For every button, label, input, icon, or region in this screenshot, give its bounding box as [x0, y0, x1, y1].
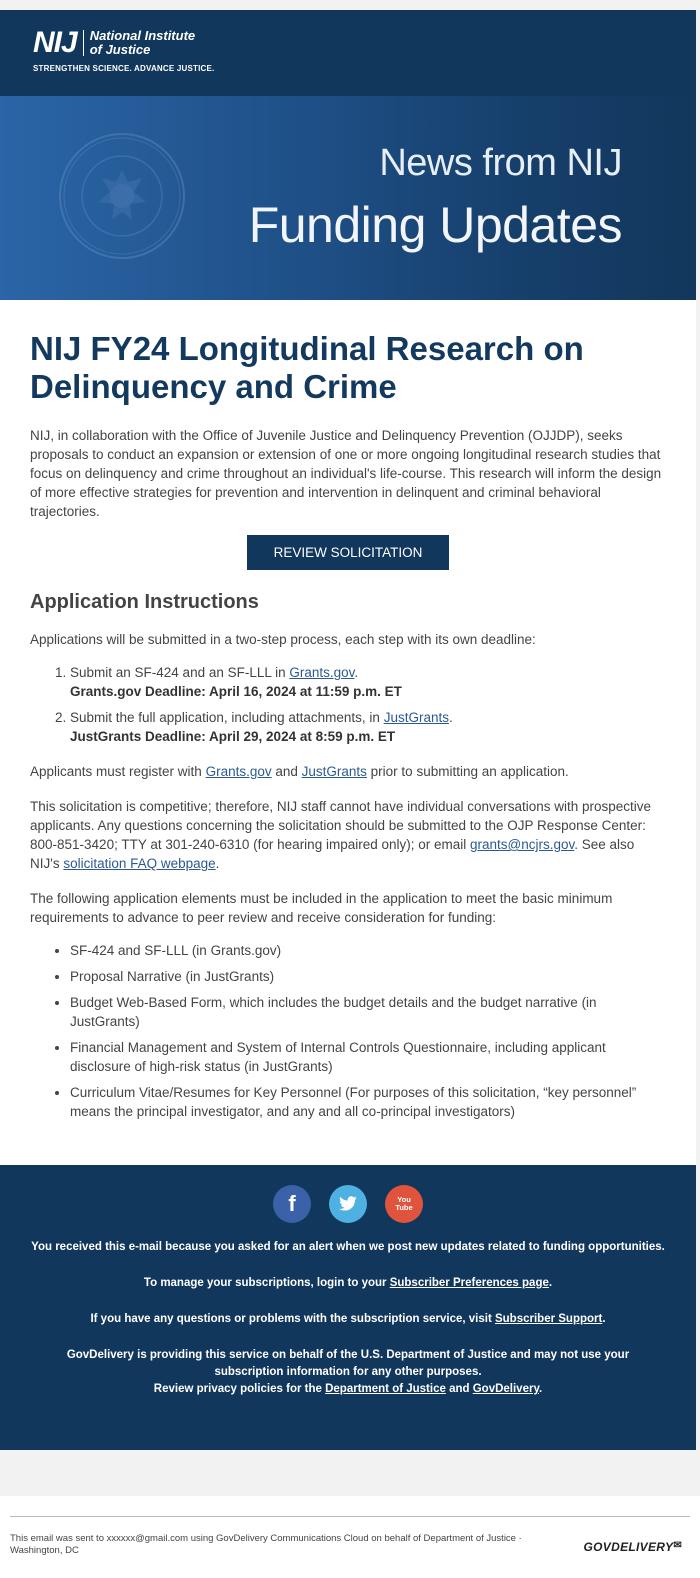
banner-line2: Funding Updates	[248, 197, 622, 253]
register-and: and	[271, 764, 302, 779]
privacy-and: and	[445, 1383, 473, 1395]
register-pre: Applicants must register with	[30, 764, 206, 779]
justgrants-link[interactable]: JustGrants	[383, 710, 449, 725]
doj-privacy-link[interactable]: Department of Justice	[325, 1383, 446, 1395]
footer-govdelivery: GovDelivery is providing this service on behalf of the U.S. Department of Justice and may not use your subscription information for any other purposes.	[66, 1349, 630, 1378]
youtube-glyph: You Tube	[395, 1195, 413, 1212]
social-links	[0, 1165, 696, 1223]
register-post: prior to submitting an application.	[366, 764, 569, 779]
facebook-glyph: f	[288, 1191, 296, 1216]
button-wrap	[30, 535, 666, 570]
step-item	[70, 663, 666, 701]
footer-manage	[0, 1275, 696, 1292]
register-justgrants-link[interactable]: JustGrants	[301, 764, 367, 779]
list-item: • Proposal Narrative (in JustGrants)	[70, 967, 666, 986]
steps-list	[30, 663, 666, 746]
section-heading: Application Instructions	[30, 591, 259, 613]
justgrants-deadline: JustGrants Deadline: April 29, 2024 at 8:59 p.m. ET	[70, 729, 396, 744]
register-text	[30, 762, 666, 781]
footer	[0, 1165, 696, 1450]
step1-end: .	[354, 665, 359, 680]
facebook-icon[interactable]	[273, 1185, 311, 1223]
footer-support	[0, 1311, 696, 1328]
review-solicitation-button[interactable]: REVIEW SOLICITATION	[247, 535, 449, 570]
faq-link[interactable]: solicitation FAQ webpage	[63, 856, 216, 871]
govdelivery-privacy-link[interactable]: GovDelivery	[472, 1383, 539, 1395]
support-post: .	[602, 1313, 606, 1325]
manage-pre: To manage your subscriptions, login to your	[143, 1277, 390, 1289]
two-step-text: Applications will be submitted in a two-step process, each step with its own deadline:	[30, 632, 536, 647]
logo-name	[90, 29, 195, 57]
list-item: • Curriculum Vitae/Resumes for Key Personnel (For purposes of this solicitation, “key personnel” means the principal investigator, and any and all co-principal investigators)	[70, 1083, 666, 1121]
list-item: • SF-424 and SF-LLL (in Grants.gov)	[70, 941, 666, 960]
register-grants-gov-link[interactable]: Grants.gov	[205, 764, 272, 779]
manage-post: .	[548, 1277, 553, 1289]
below-email	[0, 1496, 700, 1578]
logo-name-line1: National Institute	[89, 28, 196, 43]
elements-intro: The following application elements must be included in the application to meet the basic minimum requirements to advance to peer review and receive consideration for funding:	[30, 891, 613, 925]
step2-text: Submit the full application, including attachments, in	[70, 710, 384, 725]
privacy-pre: Review privacy policies for the	[153, 1383, 326, 1395]
subscriber-preferences-link[interactable]: Subscriber Preferences page	[389, 1277, 549, 1289]
logo-mark: NIJ	[33, 26, 77, 59]
step-item	[70, 708, 666, 746]
header-bar	[0, 10, 696, 96]
list-item: • Financial Management and System of Internal Controls Questionnaire, including applicant disclosure of high-risk status (in JustGrants)	[70, 1038, 666, 1076]
competitive-text	[30, 797, 666, 873]
email-link[interactable]: grants@ncjrs.gov	[470, 837, 575, 852]
privacy-post: .	[538, 1383, 543, 1395]
twitter-bird-icon	[338, 1196, 358, 1212]
divider	[10, 1516, 690, 1517]
logo-name-line2: of Justice	[89, 42, 151, 57]
step2-end: .	[448, 710, 453, 725]
twitter-icon[interactable]	[329, 1185, 367, 1223]
nij-logo[interactable]	[33, 28, 214, 73]
grants-gov-deadline: Grants.gov Deadline: April 16, 2024 at 11:59 p.m. ET	[70, 684, 402, 699]
envelope-icon: ✉	[673, 1540, 682, 1551]
competitive-mid: . See also NIJ's	[30, 837, 635, 871]
article-intro: NIJ, in collaboration with the Office of Juvenile Justice and Delinquency Prevention (OJJDP), seeks proposals to conduct an expansion or extension of one or more ongoing longitudinal research studies that focus on delinquency and crime throughout an individual's life-course. This research will inform the design of more effective strategies for prevention and intervention in delinquent and criminal behavioral trajectories.	[30, 428, 662, 519]
logo-tagline: STRENGTHEN SCIENCE. ADVANCE JUSTICE.	[33, 64, 215, 73]
article-title: NIJ FY24 Longitudinal Research on Delinquency and Crime	[30, 330, 584, 405]
grants-gov-link[interactable]: Grants.gov	[289, 665, 355, 680]
sent-to-text: This email was sent to xxxxxx@gmail.com using GovDelivery Communications Cloud on behalf of Department of Justice · Washington, DC	[10, 1533, 522, 1556]
competitive-body: This solicitation is competitive; therefore, NIJ staff cannot have individual conversations with prospective applicants. Any questions concerning the solicitation should be submitted to the OJP Response Center: 800-851-3420; TTY at 301-240-6310 (for hearing impaired only); or email	[30, 799, 652, 852]
competitive-end: .	[215, 856, 220, 871]
support-pre: If you have any questions or problems with the subscription service, visit	[90, 1313, 495, 1325]
youtube-icon[interactable]	[385, 1185, 423, 1223]
govdelivery-brand: GOVDELIVERY	[583, 1540, 674, 1554]
email-body	[0, 10, 696, 1450]
logo-divider	[83, 30, 84, 56]
footer-notice: You received this e-mail because you asked for an alert when we post new updates related to funding opportunities.	[31, 1241, 665, 1253]
govdelivery-logo[interactable]	[584, 1540, 682, 1554]
footer-privacy	[0, 1381, 696, 1398]
article	[0, 300, 696, 1121]
list-item: • Budget Web-Based Form, which includes the budget details and the budget narrative (in JustGrants)	[70, 993, 666, 1031]
subscriber-support-link[interactable]: Subscriber Support	[494, 1313, 603, 1325]
banner-line1: News from NIJ	[379, 142, 622, 184]
step1-text: Submit an SF-424 and an SF-LLL in	[70, 665, 290, 680]
doj-seal-icon	[58, 132, 186, 260]
elements-list	[30, 941, 666, 1121]
banner	[0, 96, 696, 300]
